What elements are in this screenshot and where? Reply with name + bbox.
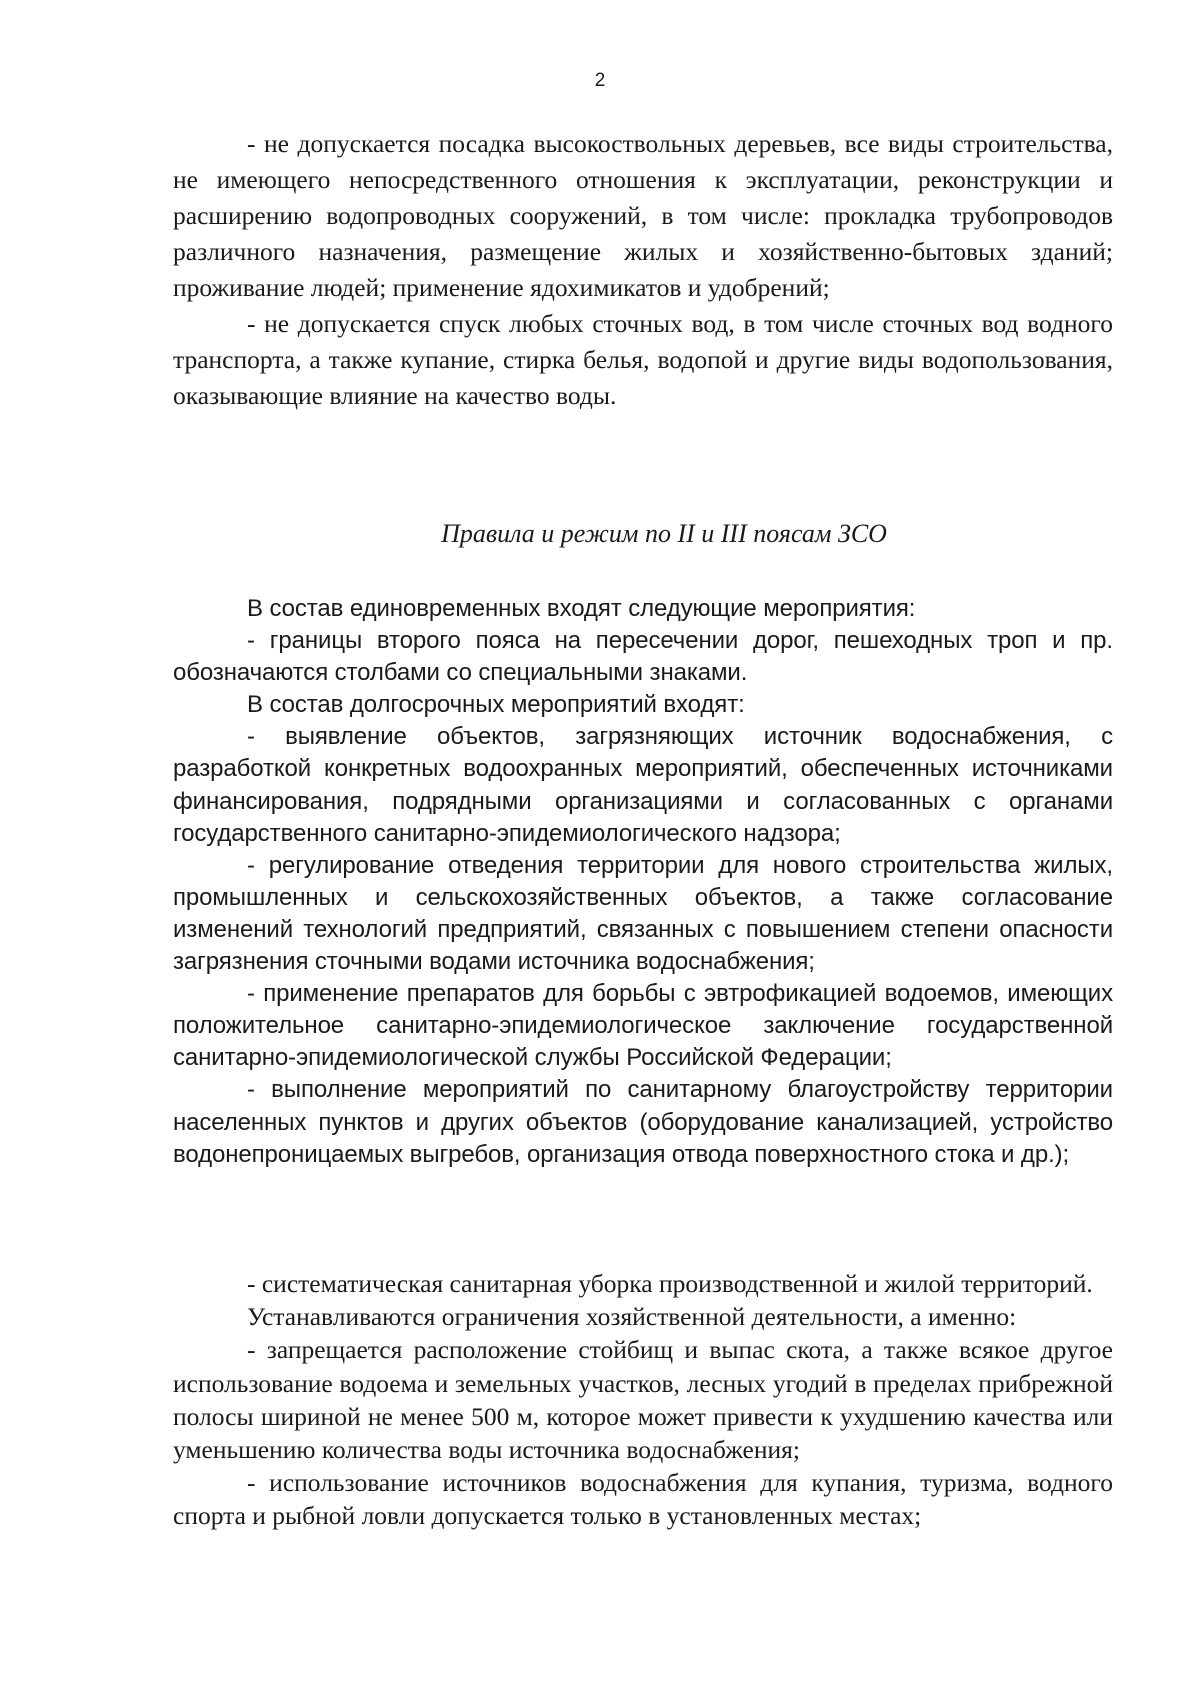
list-item: - границы второго пояса на пересечении дорог, пешеходных троп и пр. обозначаются столбами со специальными знаками. bbox=[173, 627, 1113, 687]
list-item: - систематическая санитарная уборка производственной и жилой территорий. bbox=[247, 1269, 1093, 1298]
list-item: - выполнение мероприятий по санитарному благоустройству территории населенных пунктов и других объектов (оборудование канализацией, устройство водонепроницаемых выгребов, организация отвода поверхностного стока и др.); bbox=[173, 1076, 1113, 1168]
list-item: - применение препаратов для борьбы с эвтрофикацией водоемов, имеющих положительное санитарно-эпидемиологическое заключение государственной санитарно-эпидемиологической службы Российской Федерации; bbox=[173, 980, 1113, 1072]
paragraph: - не допускается спуск любых сточных вод, в том числе сточных вод водного транспорта, а также купание, стирка белья, водопой и другие виды водопользования, оказывающие влияние на качество воды. bbox=[173, 309, 1113, 410]
list-item: - использование источников водоснабжения для купания, туризма, водного спорта и рыбной ловли допускается только в установленных местах; bbox=[173, 1468, 1113, 1531]
list-item: - выявление объектов, загрязняющих источник водоснабжения, с разработкой конкретных водоохранных мероприятий, обеспеченных источниками финансирования, подрядными организациями и согласованных с органами государственного санитарно-эпидемиологического надзора; bbox=[173, 723, 1113, 847]
paragraph: В состав единовременных входят следующие мероприятия: bbox=[247, 595, 916, 622]
paragraph: - не допускается посадка высокоствольных деревьев, все виды строительства, не имеющего непосредственного отношения к эксплуатации, реконструкции и расширению водопроводных сооружений, в том числе: прокладка трубопроводов различного назначения, размещение жилых и хозяйственно-бытовых зданий; проживание людей; применение ядохимикатов и удобрений; bbox=[173, 129, 1113, 302]
list-item: - регулирование отведения территории для нового строительства жилых, промышленных и сельскохозяйственных объектов, а также согласование изменений технологий предприятий, связанных с повышением степени опасности загрязнения сточными водами источника водоснабжения; bbox=[173, 851, 1113, 976]
closing-block bbox=[173, 1267, 1113, 1533]
section-body bbox=[173, 593, 1113, 1171]
list-item: - запрещается расположение стойбищ и выпас скота, а также всякое другое использование водоема и земельных участков, лесных угодий в пределах прибрежной полосы шириной не менее 500 м, которое может привести к ухудшению качества или уменьшению количества воды источника водоснабжения; bbox=[173, 1335, 1113, 1465]
paragraph: В состав долгосрочных мероприятий входят: bbox=[247, 691, 745, 719]
section-heading: Правила и режим по II и III поясам ЗСО bbox=[441, 519, 887, 548]
intro-block bbox=[173, 126, 1113, 414]
page-number: 2 bbox=[594, 70, 606, 91]
paragraph: Устанавливаются ограничения хозяйственной деятельности, а именно: bbox=[247, 1302, 1017, 1332]
